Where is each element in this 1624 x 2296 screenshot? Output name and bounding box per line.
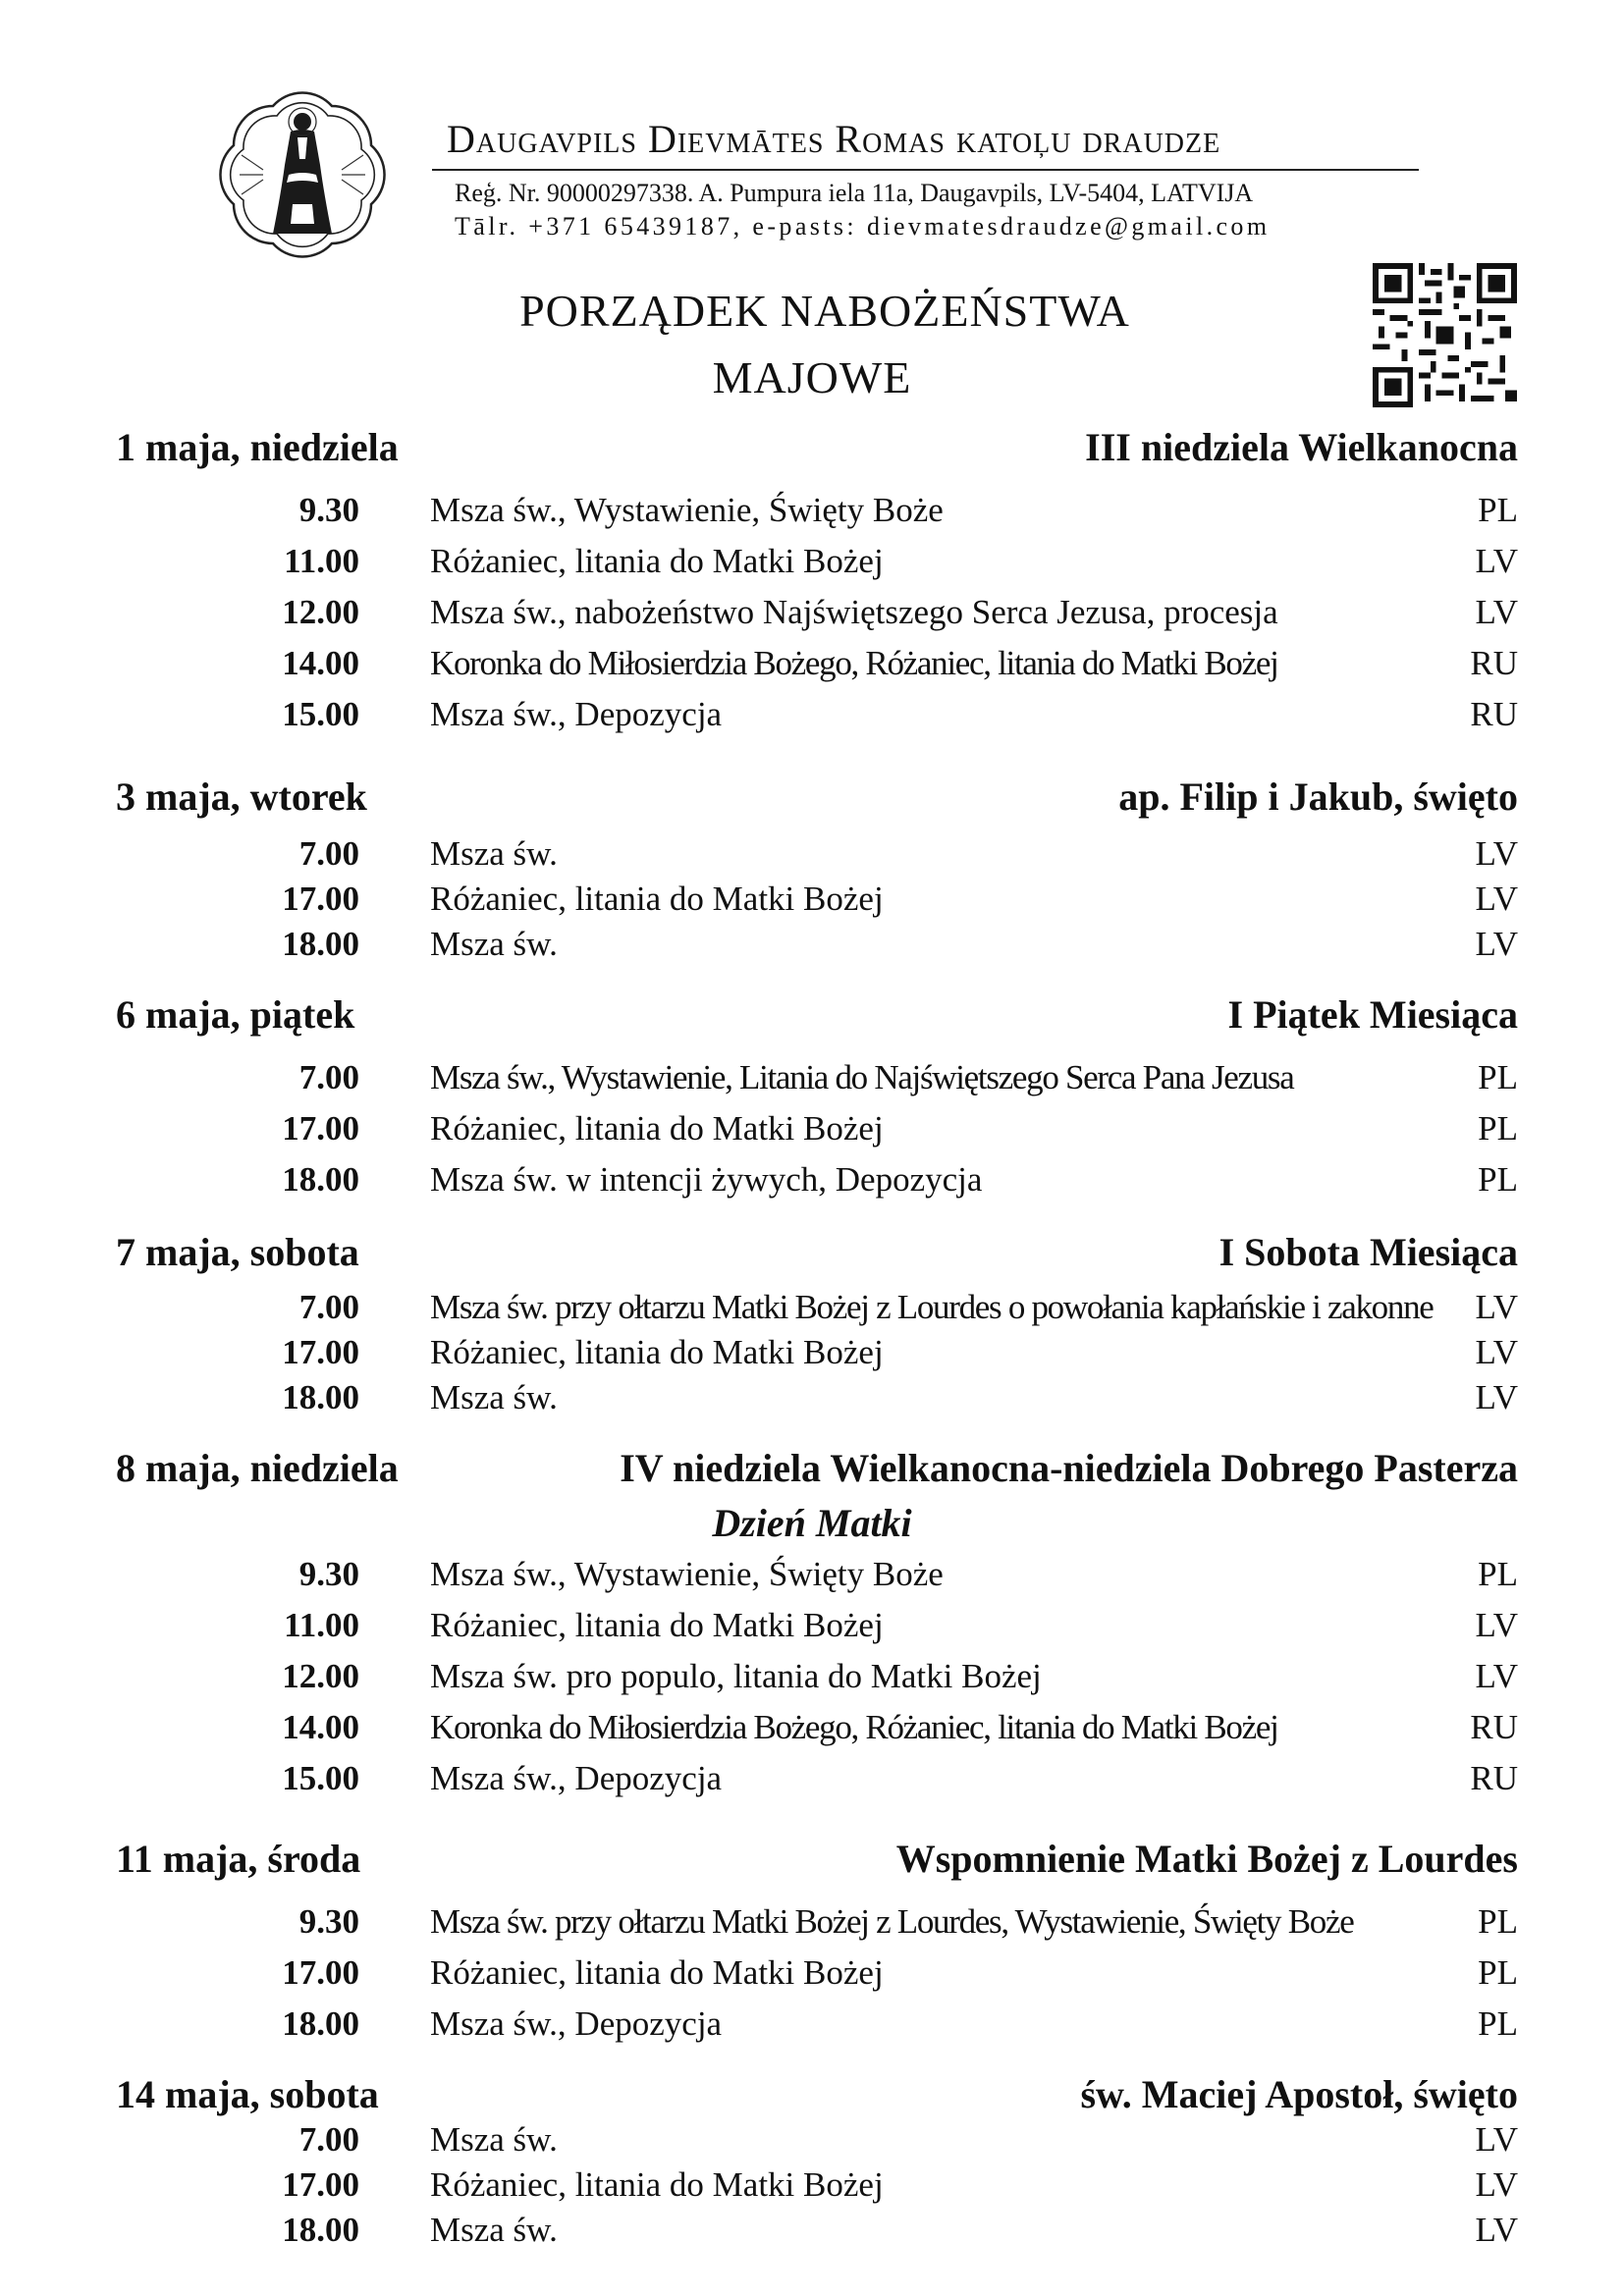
service-description: Msza św., nabożeństwo Najświętszego Serca Jezusa, procesja	[430, 593, 1278, 631]
service-time: 14.00	[282, 1708, 359, 1746]
day-header	[116, 774, 1518, 823]
service-time: 12.00	[282, 1657, 359, 1695]
service-row	[0, 1333, 1624, 1378]
service-time: 11.00	[284, 542, 359, 580]
service-time: 18.00	[282, 2211, 359, 2249]
service-description: Msza św., Wystawienie, Litania do Najświętszego Serca Pana Jezusa	[430, 1058, 1294, 1096]
service-language: LV	[1475, 2165, 1518, 2204]
service-language: RU	[1470, 1759, 1518, 1797]
service-language: LV	[1475, 880, 1518, 918]
service-row	[0, 1953, 1624, 1999]
service-language: LV	[1475, 593, 1518, 631]
service-language: RU	[1470, 644, 1518, 682]
service-language: LV	[1475, 1378, 1518, 1416]
service-description: Msza św. przy ołtarzu Matki Bożej z Lourdes, Wystawienie, Święty Boże	[430, 1902, 1354, 1941]
service-row	[0, 1378, 1624, 1423]
day-date: 6 maja, piątek	[116, 992, 355, 1037]
service-row	[0, 1058, 1624, 1103]
service-language: PL	[1478, 2004, 1518, 2043]
service-time: 17.00	[282, 880, 359, 918]
day-feast: św. Maciej Apostoł, święto	[1080, 2072, 1518, 2116]
service-description: Msza św.	[430, 925, 558, 963]
parish-name: Daugavpils Dievmātes Romas katoļu draudze	[447, 117, 1221, 161]
service-row	[0, 2120, 1624, 2165]
service-time: 15.00	[282, 695, 359, 733]
service-description: Msza św., Depozycja	[430, 1759, 723, 1797]
service-row	[0, 2004, 1624, 2050]
document-title: PORZĄDEK NABOŻEŃSTWA	[519, 286, 1130, 336]
day-date: 8 maja, niedziela	[116, 1446, 399, 1490]
contact-line: Tālr. +371 65439187, e-pasts: dievmatesdraudze@gmail.com	[455, 212, 1271, 240]
service-time: 9.30	[298, 491, 359, 529]
service-time: 18.00	[282, 925, 359, 963]
service-description: Msza św., Wystawienie, Święty Boże	[430, 491, 944, 529]
day-feast: I Piątek Miesiąca	[1227, 992, 1518, 1037]
day-header	[116, 424, 1518, 473]
service-language: LV	[1475, 1333, 1518, 1371]
service-row	[0, 542, 1624, 587]
service-row	[0, 925, 1624, 970]
service-description: Msza św.	[430, 834, 558, 873]
service-language: PL	[1478, 1902, 1518, 1941]
service-description: Koronka do Miłosierdzia Bożego, Różaniec, litania do Matki Bożej	[430, 644, 1278, 682]
day-date: 3 maja, wtorek	[116, 774, 367, 819]
service-time: 17.00	[282, 2165, 359, 2204]
service-time: 7.00	[298, 1288, 359, 1326]
service-language: RU	[1470, 1708, 1518, 1746]
service-language: LV	[1475, 1288, 1518, 1326]
service-description: Msza św., Wystawienie, Święty Boże	[430, 1555, 944, 1593]
service-language: LV	[1475, 1606, 1518, 1644]
day-date: 1 maja, niedziela	[116, 425, 399, 469]
service-description: Różaniec, litania do Matki Bożej	[430, 2165, 884, 2204]
service-time: 7.00	[298, 1058, 359, 1096]
service-row	[0, 834, 1624, 880]
day-date: 11 maja, środa	[116, 1837, 361, 1881]
day-header	[116, 1836, 1518, 1885]
registration-line: Reģ. Nr. 90000297338. A. Pumpura iela 11a, Daugavpils, LV-5404, LATVIJA	[455, 179, 1254, 207]
service-language: PL	[1478, 491, 1518, 529]
service-time: 7.00	[298, 2120, 359, 2159]
service-description: Msza św. pro populo, litania do Matki Bożej	[430, 1657, 1042, 1695]
service-description: Różaniec, litania do Matki Bożej	[430, 1953, 884, 1992]
service-time: 18.00	[282, 1160, 359, 1199]
service-row	[0, 2165, 1624, 2211]
service-language: LV	[1475, 1657, 1518, 1695]
service-language: LV	[1475, 2211, 1518, 2249]
service-time: 17.00	[282, 1953, 359, 1992]
service-description: Msza św.	[430, 2211, 558, 2249]
service-description: Msza św., Depozycja	[430, 2004, 723, 2043]
day-header	[116, 1445, 1518, 1494]
service-row	[0, 1606, 1624, 1651]
day-feast: III niedziela Wielkanocna	[1085, 425, 1518, 469]
day-subtitle: Dzień Matki	[712, 1501, 912, 1545]
service-description: Koronka do Miłosierdzia Bożego, Różaniec, litania do Matki Bożej	[430, 1708, 1278, 1746]
service-description: Różaniec, litania do Matki Bożej	[430, 1333, 884, 1371]
service-language: PL	[1478, 1160, 1518, 1199]
service-description: Msza św. przy ołtarzu Matki Bożej z Lourdes o powołania kapłańskie i zakonne	[430, 1288, 1434, 1326]
service-row	[0, 880, 1624, 925]
day-header	[116, 991, 1518, 1041]
service-time: 15.00	[282, 1759, 359, 1797]
day-feast: I Sobota Miesiąca	[1218, 1230, 1518, 1274]
service-row	[0, 1109, 1624, 1154]
service-row	[0, 644, 1624, 689]
service-language: PL	[1478, 1109, 1518, 1148]
service-row	[0, 1759, 1624, 1804]
service-time: 12.00	[282, 593, 359, 631]
service-row	[0, 593, 1624, 638]
service-description: Różaniec, litania do Matki Bożej	[430, 1606, 884, 1644]
day-date: 14 maja, sobota	[116, 2072, 379, 2116]
service-row	[0, 1708, 1624, 1753]
service-description: Msza św.	[430, 1378, 558, 1416]
service-row	[0, 2211, 1624, 2256]
day-header	[116, 2071, 1518, 2120]
service-language: LV	[1475, 834, 1518, 873]
service-time: 17.00	[282, 1109, 359, 1148]
service-row	[0, 695, 1624, 740]
service-language: LV	[1475, 2120, 1518, 2159]
service-row	[0, 491, 1624, 536]
service-time: 9.30	[298, 1902, 359, 1941]
service-language: PL	[1478, 1555, 1518, 1593]
document-subtitle: MAJOWE	[712, 352, 912, 402]
service-row	[0, 1902, 1624, 1948]
service-description: Msza św.	[430, 2120, 558, 2159]
service-row	[0, 1160, 1624, 1205]
service-time: 11.00	[284, 1606, 359, 1644]
service-row	[0, 1657, 1624, 1702]
service-language: LV	[1475, 542, 1518, 580]
service-description: Różaniec, litania do Matki Bożej	[430, 880, 884, 918]
service-time: 18.00	[282, 1378, 359, 1416]
day-header	[116, 1229, 1518, 1278]
service-language: PL	[1478, 1058, 1518, 1096]
service-language: LV	[1475, 925, 1518, 963]
day-date: 7 maja, sobota	[116, 1230, 359, 1274]
service-time: 7.00	[298, 834, 359, 873]
service-language: RU	[1470, 695, 1518, 733]
service-time: 14.00	[282, 644, 359, 682]
service-time: 17.00	[282, 1333, 359, 1371]
service-time: 9.30	[298, 1555, 359, 1593]
service-description: Msza św., Depozycja	[430, 695, 723, 733]
service-time: 18.00	[282, 2004, 359, 2043]
service-row	[0, 1288, 1624, 1333]
service-description: Różaniec, litania do Matki Bożej	[430, 542, 884, 580]
day-feast: IV niedziela Wielkanocna-niedziela Dobrego Pasterza	[620, 1446, 1518, 1490]
service-description: Msza św. w intencji żywych, Depozycja	[430, 1160, 983, 1199]
service-description: Różaniec, litania do Matki Bożej	[430, 1109, 884, 1148]
service-language: PL	[1478, 1953, 1518, 1992]
day-feast: ap. Filip i Jakub, święto	[1118, 774, 1518, 819]
service-row	[0, 1555, 1624, 1600]
day-feast: Wspomnienie Matki Bożej z Lourdes	[895, 1837, 1518, 1881]
